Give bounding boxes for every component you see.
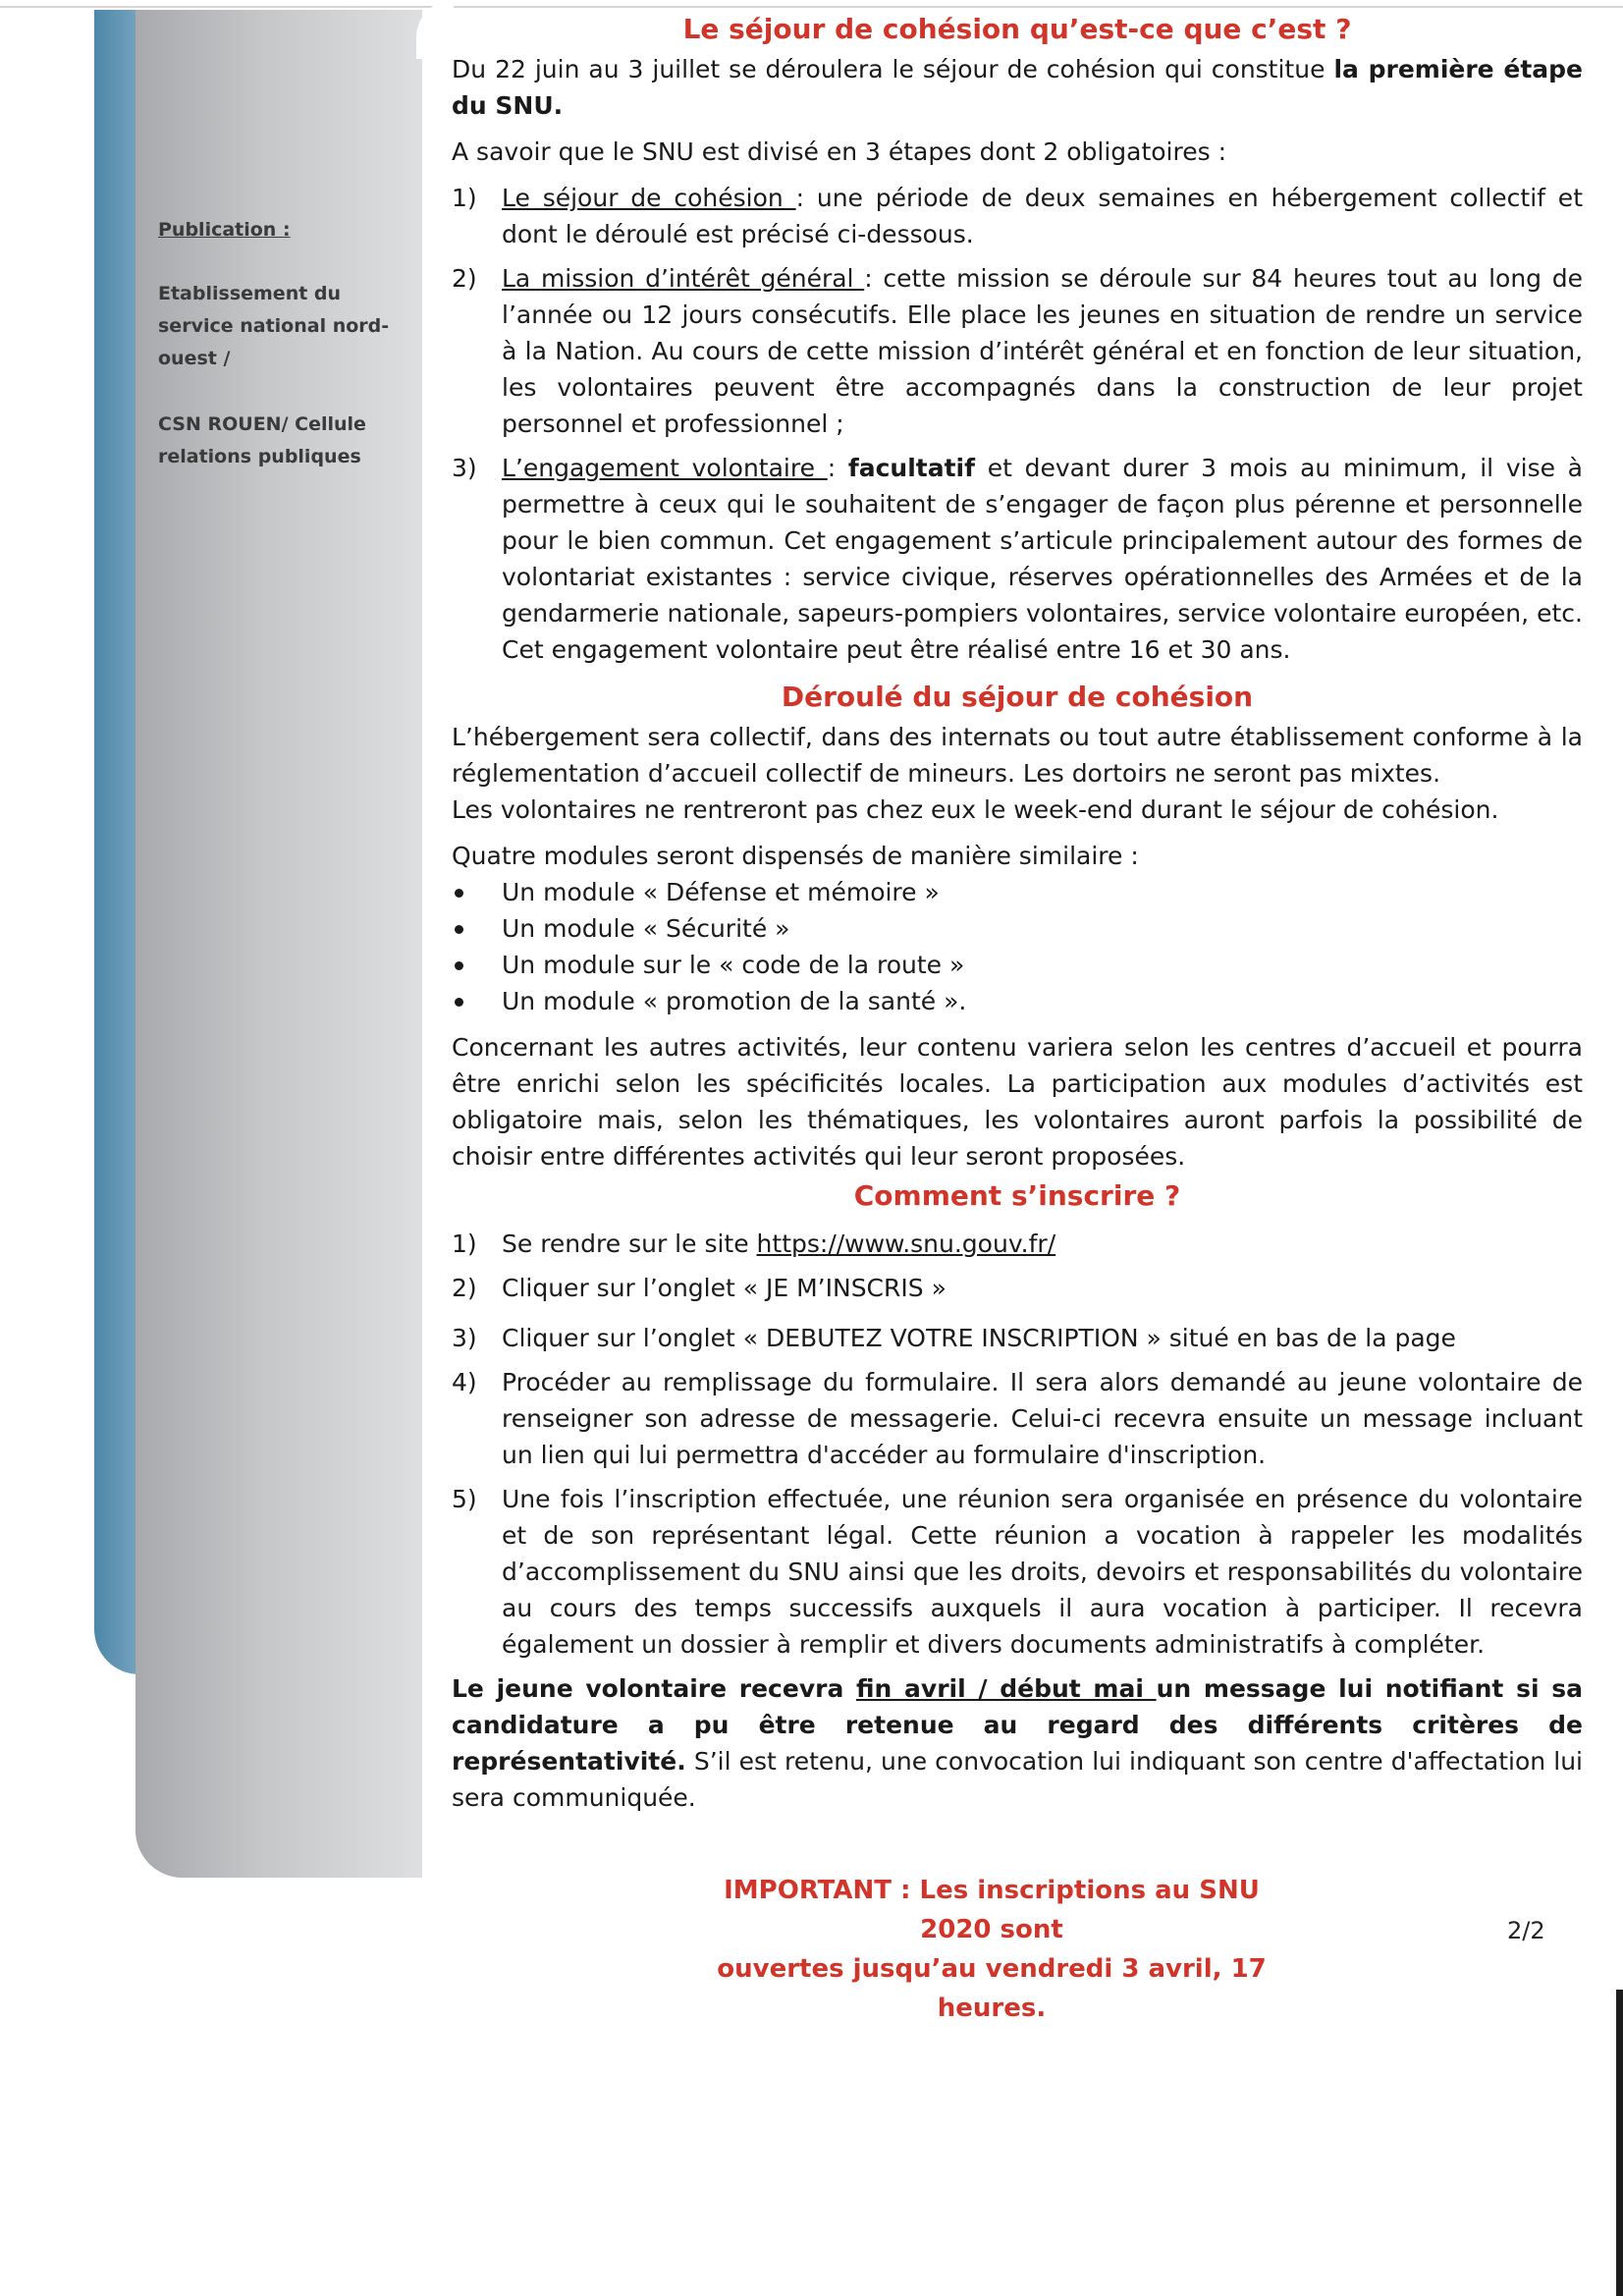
list-item: Un module sur le « code de la route »	[452, 947, 1583, 983]
modules-list	[452, 874, 1583, 1019]
section1-title: Le séjour de cohésion qu’est-ce que c’est ?	[682, 13, 1352, 45]
important-notice: IMPORTANT : Les inscriptions au SNU 2020 sont ouvertes jusqu’au vendredi 3 avril, 17 heures.	[717, 1876, 1267, 2023]
final-notice: Le jeune volontaire recevra fin avril / début mai un message lui notifiant si sa candidature a pu être retenue au regard des différents critères de représentativité. S’il est retenu, une convocation lui indiquant son centre d'affectation lui sera communiquée.	[452, 1674, 1583, 1812]
list-item: 4) Procéder au remplissage du formulaire. Il sera alors demandé au jeune volontaire de renseigner son adresse de messagerie. Celui-ci recevra ensuite un message incluant un lien qui lui permettra d'accéder au formulaire d'inscription.	[452, 1368, 1583, 1469]
bullet-icon	[455, 889, 463, 898]
list-item: 3) Cliquer sur l’onglet « DEBUTEZ VOTRE INSCRIPTION » situé en bas de la page	[452, 1324, 1456, 1352]
steps-list	[452, 180, 1583, 668]
section2-p1: L’hébergement sera collectif, dans des internats ou tout autre établissement conforme à la réglementation d’accueil collectif de mineurs. Les dortoirs ne seront pas mixtes.	[452, 723, 1583, 788]
inscription-steps	[452, 1226, 1583, 1663]
list-item: 2) La mission d’intérêt général : cette mission se déroule sur 84 heures tout au long de l’année ou 12 jours consécutifs. Elle place les jeunes en situation de rendre un service à la Nation. Au cours de cette mission d’intérêt général et en fonction de leur situation, les volontaires peuvent être accompagnés dans la construction de leur projet personnel et professionnel ;	[452, 264, 1583, 438]
list-item: 5) Une fois l’inscription effectuée, une réunion sera organisée en présence du volontaire et de son représentant légal. Cette réunion a vocation à rappeler les modalités d’accomplissement du SNU ainsi que les droits, devoirs et responsabilités du volontaire au cours des temps successifs auxquels il aura vocation à participer. Il recevra également un dossier à remplir et divers documents administratifs à compléter.	[452, 1485, 1583, 1659]
sidebar-publication-label: Publication :	[158, 219, 291, 241]
section2-title: Déroulé du séjour de cohésion	[781, 681, 1254, 713]
scan-edge-bar	[1616, 1990, 1623, 2296]
section1-savoir: A savoir que le SNU est divisé en 3 étapes dont 2 obligatoires :	[452, 137, 1227, 166]
sidebar-notch	[416, 0, 454, 59]
list-item: Un module « Sécurité »	[452, 910, 1583, 947]
section1-intro: Du 22 juin au 3 juillet se déroulera le séjour de cohésion qui constitue la première étape du SNU.	[452, 55, 1583, 120]
list-item: Un module « promotion de la santé ».	[452, 983, 1583, 1019]
snu-site-link[interactable]: https://www.snu.gouv.fr/	[756, 1230, 1056, 1258]
section3-title: Comment s’inscrire ?	[853, 1179, 1181, 1212]
section2-p3: Concernant les autres activités, leur contenu variera selon les centres d’accueil et pourra être enrichi selon les spécificités locales. La participation aux modules d’activités est obligatoire mais, selon les thématiques, les volontaires auront parfois la possibilité de choisir entre différentes activités qui leur seront proposées.	[452, 1033, 1583, 1171]
sidebar-csn: CSN ROUEN/ Cellule relations publiques	[158, 413, 366, 467]
list-item: 1) Le séjour de cohésion : une période de deux semaines en hébergement collectif et dont le déroulé est précisé ci-dessous.	[452, 184, 1583, 248]
modules-intro: Quatre modules seront dispensés de manière similaire :	[452, 842, 1139, 870]
bullet-icon	[455, 925, 463, 934]
sidebar-etablissement: Etablissement du service national nord-ouest /	[158, 283, 390, 369]
bullet-icon	[455, 961, 463, 970]
list-item: 3) L’engagement volontaire : facultatif et devant durer 3 mois au minimum, il vise à permettre à ceux qui le souhaitent de s’engager de façon plus pérenne et personnelle pour le bien commun. Cet engagement s’articule principalement autour des formes de volontariat existantes : service civique, réserves opérationnelles des Armées et de la gendarmerie nationale, sapeurs-pompiers volontaires, service volontaire européen, etc. Cet engagement volontaire peut être réalisé entre 16 et 30 ans.	[452, 454, 1584, 664]
main-content	[452, 8, 1583, 1826]
bullet-icon	[455, 998, 463, 1007]
section2-p2: Les volontaires ne rentreront pas chez eux le week-end durant le séjour de cohésion.	[452, 795, 1499, 824]
list-item: 2) Cliquer sur l’onglet « JE M’INSCRIS »	[452, 1274, 947, 1302]
list-item: Un module « Défense et mémoire »	[452, 874, 1583, 910]
page-number: 2/2	[1507, 1917, 1545, 1944]
list-item: 1) Se rendre sur le site https://www.snu.gouv.fr/	[452, 1230, 1056, 1258]
